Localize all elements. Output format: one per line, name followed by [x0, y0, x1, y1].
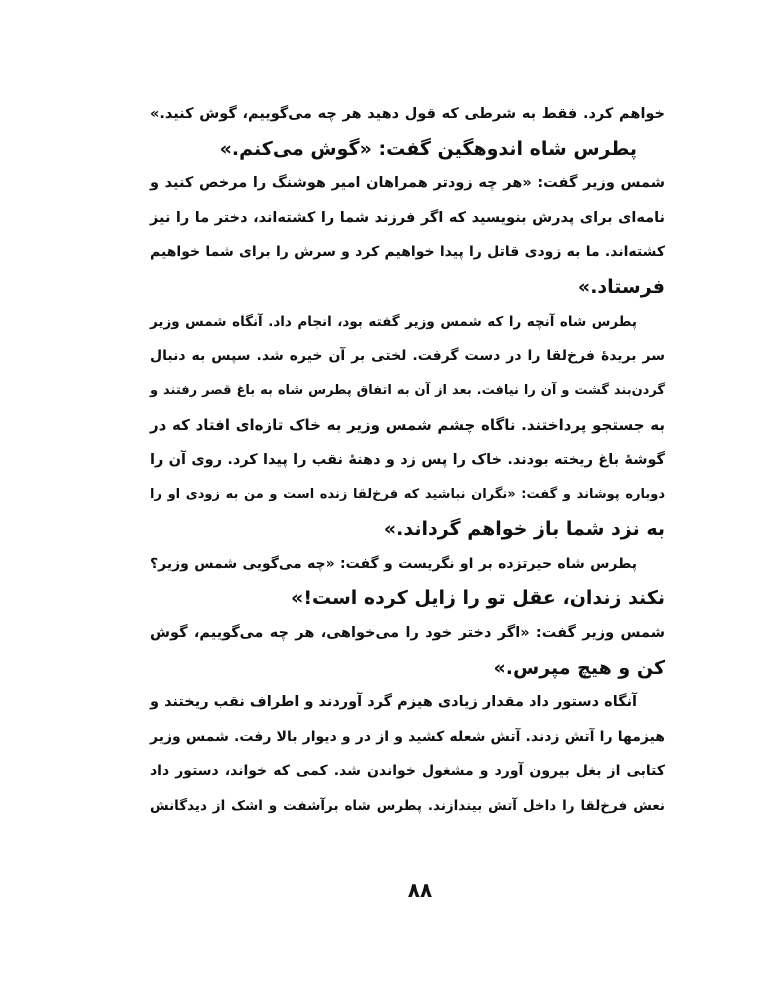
text-line: به جستجو پرداختند. ناگاه چشم شمس وزیر به خاک تازه‌ای افتاد که در [150, 416, 665, 435]
text-line: سر بریدهٔ فرخ‌لقا را در دست گرفت. لختی بر آن خیره شد. سپس به دنبال [150, 348, 665, 365]
text-line: نامه‌ای برای پدرش بنویسید که اگر فرزند شما را کشته‌اند، دختر ما را نیز [150, 209, 665, 226]
text-line: کتابی از بغل بیرون آورد و مشغول خواندن شد. کمی که خواند، دستور داد [150, 763, 665, 780]
text-line: به نزد شما باز خواهم گرداند.» [383, 518, 665, 541]
text-line: شمس وزیر گفت: «اگر دختر خود را می‌خواهی، هر چه می‌گوییم، گوش [150, 624, 665, 641]
text-line: دوباره پوشاند و گفت: «نگران نباشید که فرخ‌لقا زنده است و من به زودی او را [150, 486, 665, 502]
text-line: فرستاد.» [577, 275, 665, 298]
text-line: شمس وزیر گفت: «هر چه زودتر همراهان امیر هوشنگ را مرخص کنید و [150, 175, 665, 192]
page-body-text [150, 97, 665, 823]
text-line: نکند زندان، عقل تو را زایل کرده است!» [291, 587, 665, 610]
text-line: پطرس شاه حیرتزده بر او نگریست و گفت: «چه می‌گویی شمس وزیر؟ [150, 555, 637, 572]
text-line: هیزمها را آتش زدند. آتش شعله کشید و از در و دیوار بالا رفت. شمس وزیر [150, 728, 665, 745]
text-line: پطرس شاه آنچه را که شمس وزیر گفته بود، انجام داد. آنگاه شمس وزیر [150, 313, 637, 330]
text-line: نعش فرخ‌لقا را داخل آتش بیندازند. پطرس شاه برآشفت و اشک از دیدگانش [150, 797, 665, 814]
page-number: ۸۸ [407, 878, 433, 902]
text-line: پطرس شاه اندوهگین گفت: «گوش می‌کنم.» [219, 137, 637, 160]
text-line: کن و هیچ مپرس.» [493, 656, 665, 679]
text-line: گوشهٔ باغ ریخته بودند. خاک را پس زد و دهنهٔ نقب را پیدا کرد. روی آن را [150, 451, 665, 468]
text-line: آنگاه دستور داد مقدار زیادی هیزم گرد آوردند و اطراف نقب ریختند و [150, 694, 637, 711]
text-line: کشته‌اند. ما به زودی قاتل را پیدا خواهیم کرد و سرش را برای شما خواهیم [150, 244, 665, 261]
text-line: خواهم کرد. فقط به شرطی که قول دهید هر چه می‌گوییم، گوش کنید.» [150, 106, 665, 122]
text-line: گردن‌بند گشت و آن را نیافت. بعد از آن به اتفاق پطرس شاه به باغ قصر رفتند و [150, 382, 665, 398]
